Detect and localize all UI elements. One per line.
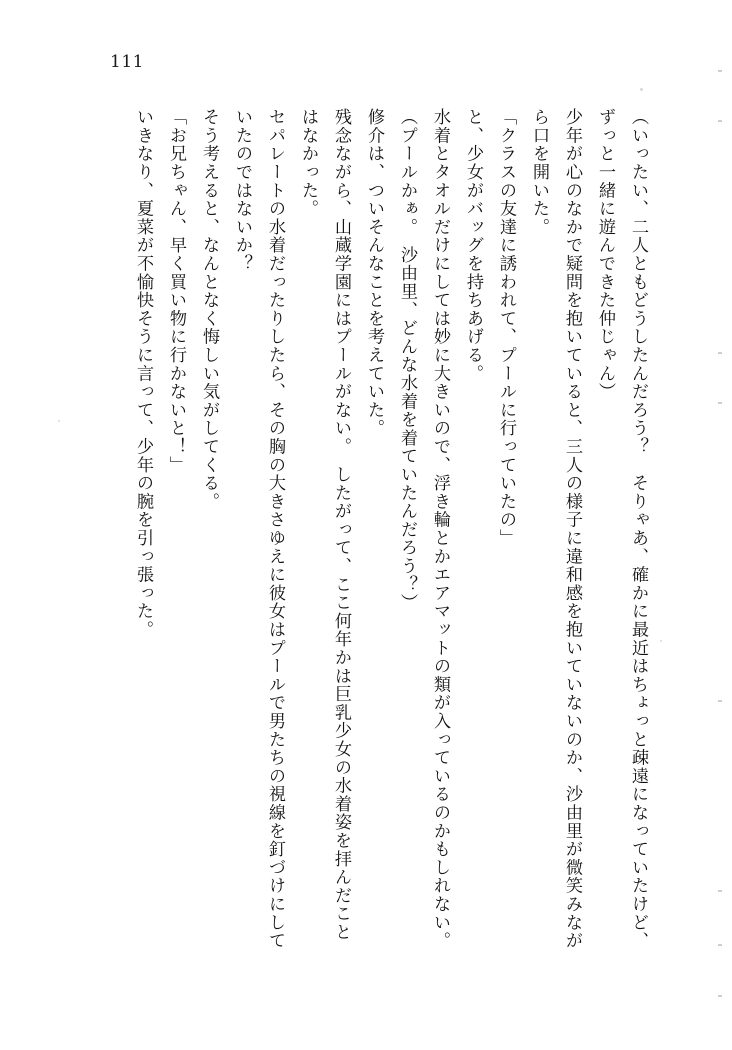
scan-edge-mark xyxy=(718,890,722,892)
paragraph: いきなり、夏菜が不愉快そうに言って、少年の腕を引っ張った。 xyxy=(133,108,153,639)
paragraph: そう考えると、なんとなく悔しい気がしてくる。 xyxy=(199,108,219,511)
scan-edge-mark xyxy=(718,995,722,997)
scan-edge-mark xyxy=(718,700,722,702)
paragraph: と、少女がバッグを持ちあげる。 xyxy=(463,108,483,383)
scan-edge-mark xyxy=(718,352,722,354)
paragraph: （プールかぁ。 沙由里、どんな水着を着ていたんだろう？） xyxy=(397,108,417,612)
paragraph: セパレートの水着だったりしたら、その胸の大きさゆえに彼女はプールで男たちの視線を釘づけにしていたのではないか？ xyxy=(232,108,285,950)
paragraph: 残念ながら、山蔵学園にはプールがない。 したがって、ここ何年かは巨乳少女の水着姿を拝んだことはなかった。 xyxy=(298,108,351,942)
scan-edge-mark xyxy=(718,70,722,72)
page-body-text xyxy=(94,108,654,958)
paragraph: 「お兄ちゃん、早く買い物に行かないと！」 xyxy=(166,108,186,474)
paragraph: 少年が心のなかで疑問を抱いていると、三人の様子に違和感を抱いていないのか、沙由里が微笑みながら口を開いた。 xyxy=(529,108,582,950)
scan-edge-mark xyxy=(718,402,722,404)
paragraph: 水着とタオルだけにしては妙に大きいので、浮き輪とかエアマットの類が入っているのかもしれない。 xyxy=(430,108,450,950)
paragraph: 「クラスの友達に誘われて、プールに行っていたの」 xyxy=(496,108,516,548)
scan-speck xyxy=(640,88,643,91)
scan-edge-mark xyxy=(718,944,722,946)
scan-edge-mark xyxy=(718,120,722,122)
scan-speck xyxy=(58,420,60,422)
scan-speck xyxy=(660,640,662,642)
page-number: 111 xyxy=(110,52,144,72)
paragraph: （いったい、二人ともどうしたんだろう？ そりゃあ、確かに最近はちょっと疎遠になっていたけど、ずっと一緒に遊んできた仲じゃん） xyxy=(595,108,648,950)
paragraph: 修介は、ついそんなことを考えていた。 xyxy=(364,108,384,438)
